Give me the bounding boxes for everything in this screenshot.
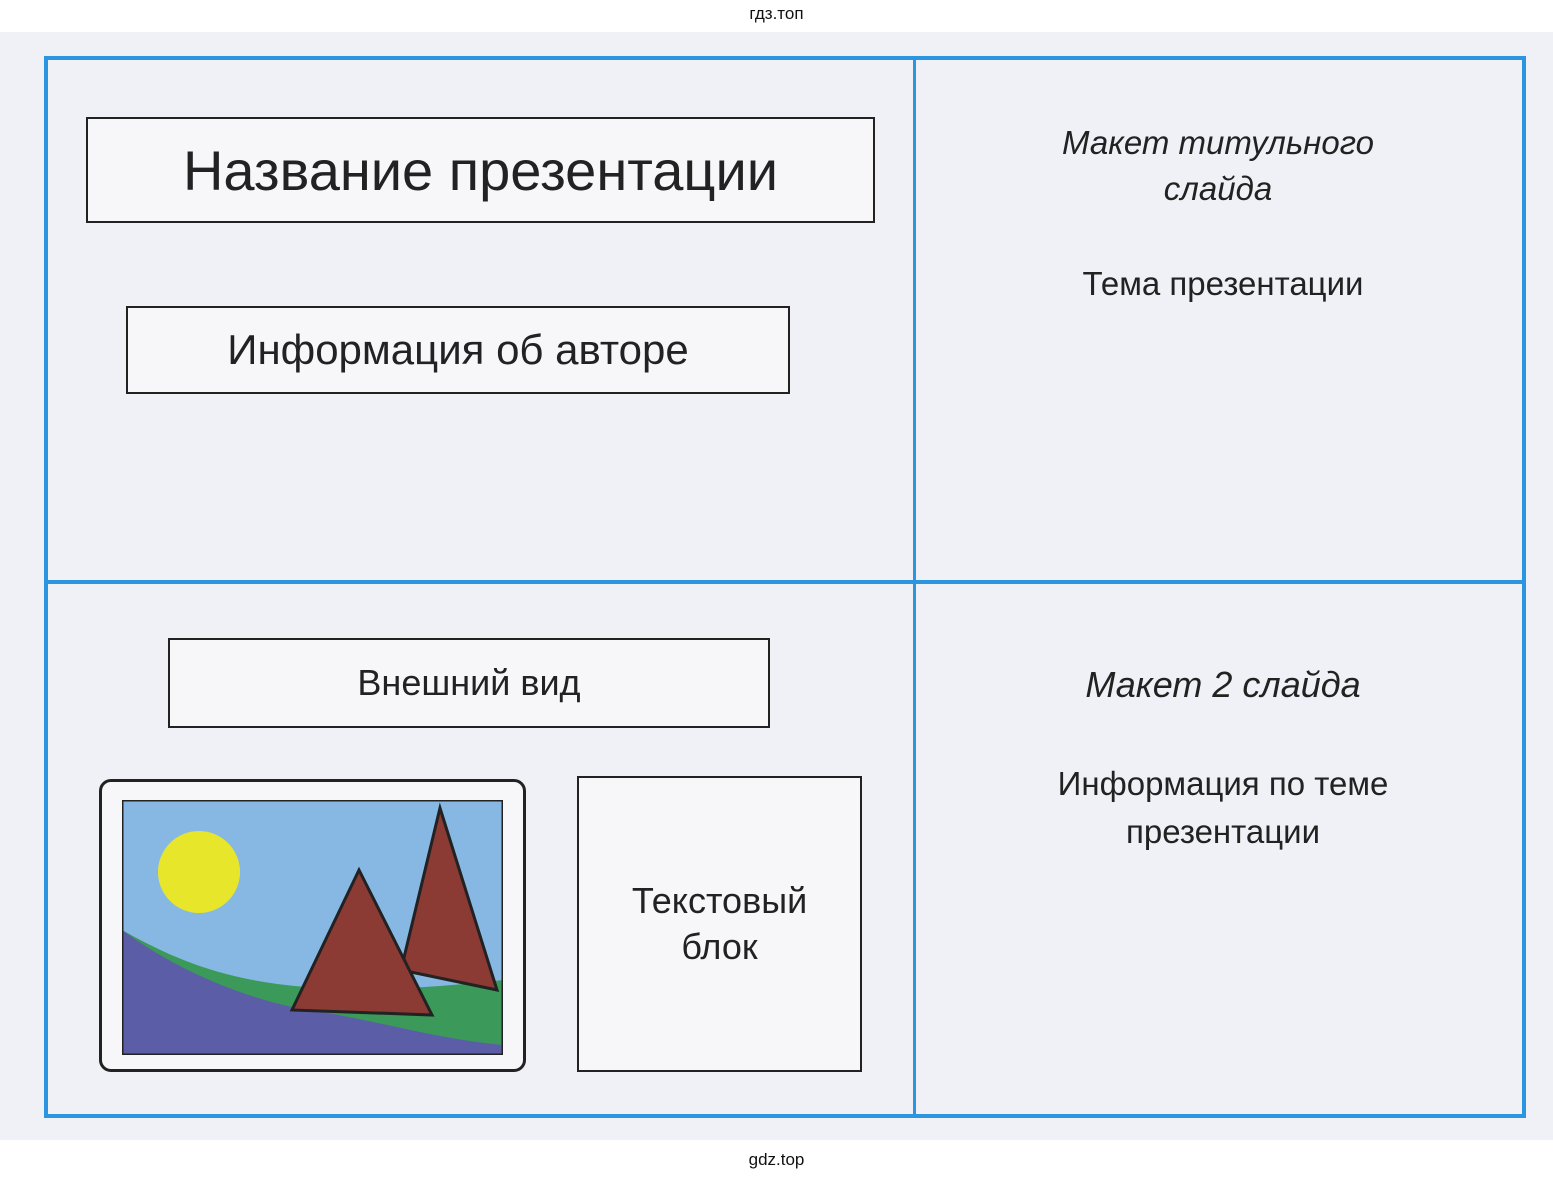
grid-horizontal-divider — [48, 580, 1522, 584]
layout-grid — [44, 56, 1526, 1118]
presentation-theme-text: Тема презентации — [1082, 265, 1364, 302]
appearance-text: Внешний вид — [357, 662, 581, 703]
slide2-caption — [983, 664, 1463, 706]
presentation-title-box — [86, 117, 875, 223]
title-slide-caption — [1008, 120, 1428, 212]
presentation-theme-label — [983, 265, 1463, 303]
text-block-text: Текстовый блок — [631, 880, 808, 967]
sun-shape — [158, 831, 240, 913]
text-block-box — [577, 776, 862, 1072]
author-info-box — [126, 306, 790, 394]
topic-info-text: Информация по теме презентации — [1057, 765, 1389, 850]
picture-placeholder — [99, 779, 526, 1072]
slide2-caption-text: Макет 2 слайда — [1085, 664, 1361, 705]
site-label-top: гдз.топ — [749, 4, 804, 23]
presentation-title-text: Название презентации — [182, 138, 779, 202]
site-label-bottom: gdz.top — [748, 1150, 805, 1169]
title-slide-caption-text: Макет титульного слайда — [1062, 124, 1374, 207]
appearance-box — [168, 638, 770, 728]
grid-vertical-divider — [913, 60, 916, 1114]
author-info-text: Информация об авторе — [227, 326, 689, 373]
topic-info-label — [983, 760, 1463, 856]
landscape-picture-icon — [122, 800, 503, 1055]
